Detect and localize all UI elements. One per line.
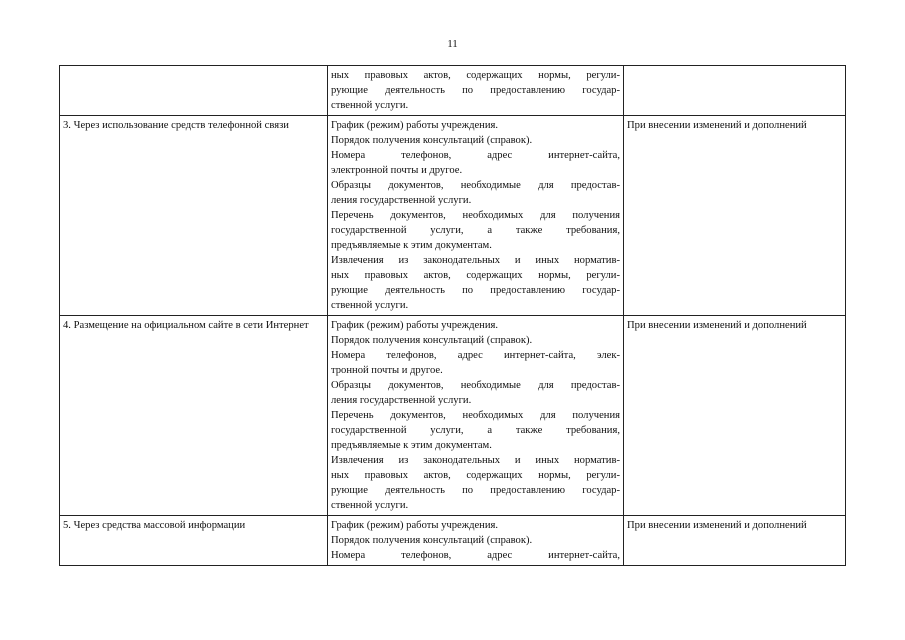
- info-line: предъявляемые к этим документам.: [331, 440, 492, 451]
- info-cell: [328, 516, 624, 566]
- info-line: Номера телефонов, адрес интернет-сайта, элек-: [331, 350, 620, 361]
- info-line: государственной услуги, а также требования,: [331, 425, 620, 436]
- info-cell: [328, 66, 624, 116]
- info-line: ственной услуги.: [331, 300, 409, 311]
- page-number: 11: [447, 38, 458, 50]
- info-line: ления государственной услуги.: [331, 195, 472, 206]
- info-cell: [328, 116, 624, 316]
- timing-cell: При внесении изменений и дополнений: [624, 316, 846, 516]
- info-line: Образцы документов, необходимые для предостав-: [331, 380, 620, 391]
- info-line: Номера телефонов, адрес интернет-сайта,: [331, 150, 620, 161]
- info-line: График (режим) работы учреждения.: [331, 320, 499, 331]
- timing-cell: [624, 66, 846, 116]
- method-cell: 4. Размещение на официальном сайте в сети Интернет: [60, 316, 328, 516]
- info-line: Порядок получения консультаций (справок).: [331, 135, 533, 146]
- info-line: Извлечения из законодательных и иных норматив-: [331, 255, 620, 266]
- info-line: ственной услуги.: [331, 100, 409, 111]
- timing-cell: При внесении изменений и дополнений: [624, 516, 846, 566]
- info-cell: [328, 316, 624, 516]
- info-line: График (режим) работы учреждения.: [331, 120, 499, 131]
- table-row: [60, 66, 846, 116]
- info-line: предъявляемые к этим документам.: [331, 240, 492, 251]
- timing-cell: При внесении изменений и дополнений: [624, 116, 846, 316]
- info-line: Порядок получения консультаций (справок).: [331, 335, 533, 346]
- info-line: государственной услуги, а также требования,: [331, 225, 620, 236]
- info-line: Перечень документов, необходимых для получения: [331, 210, 620, 221]
- table-body: [60, 66, 846, 566]
- info-line: Порядок получения консультаций (справок).: [331, 535, 533, 546]
- info-line: рующие деятельность по предоставлению государ-: [331, 485, 620, 496]
- info-line: рующие деятельность по предоставлению государ-: [331, 85, 620, 96]
- info-line: График (режим) работы учреждения.: [331, 520, 499, 531]
- info-line: ных правовых актов, содержащих нормы, регули-: [331, 70, 620, 81]
- info-line: ных правовых актов, содержащих нормы, регули-: [331, 270, 620, 281]
- table-row: [60, 516, 846, 566]
- info-line: рующие деятельность по предоставлению государ-: [331, 285, 620, 296]
- info-table: [59, 65, 846, 566]
- method-cell: 5. Через средства массовой информации: [60, 516, 328, 566]
- info-line: Номера телефонов, адрес интернет-сайта,: [331, 550, 620, 561]
- method-cell: [60, 66, 328, 116]
- table-row: [60, 116, 846, 316]
- method-cell: 3. Через использование средств телефонной связи: [60, 116, 328, 316]
- info-line: ления государственной услуги.: [331, 395, 472, 406]
- info-line: Извлечения из законодательных и иных норматив-: [331, 455, 620, 466]
- info-line: Образцы документов, необходимые для предостав-: [331, 180, 620, 191]
- info-line: ных правовых актов, содержащих нормы, регули-: [331, 470, 620, 481]
- info-line: ственной услуги.: [331, 500, 409, 511]
- info-line: тронной почты и другое.: [331, 365, 443, 376]
- table-row: [60, 316, 846, 516]
- info-line: Перечень документов, необходимых для получения: [331, 410, 620, 421]
- info-line: электронной почты и другое.: [331, 165, 463, 176]
